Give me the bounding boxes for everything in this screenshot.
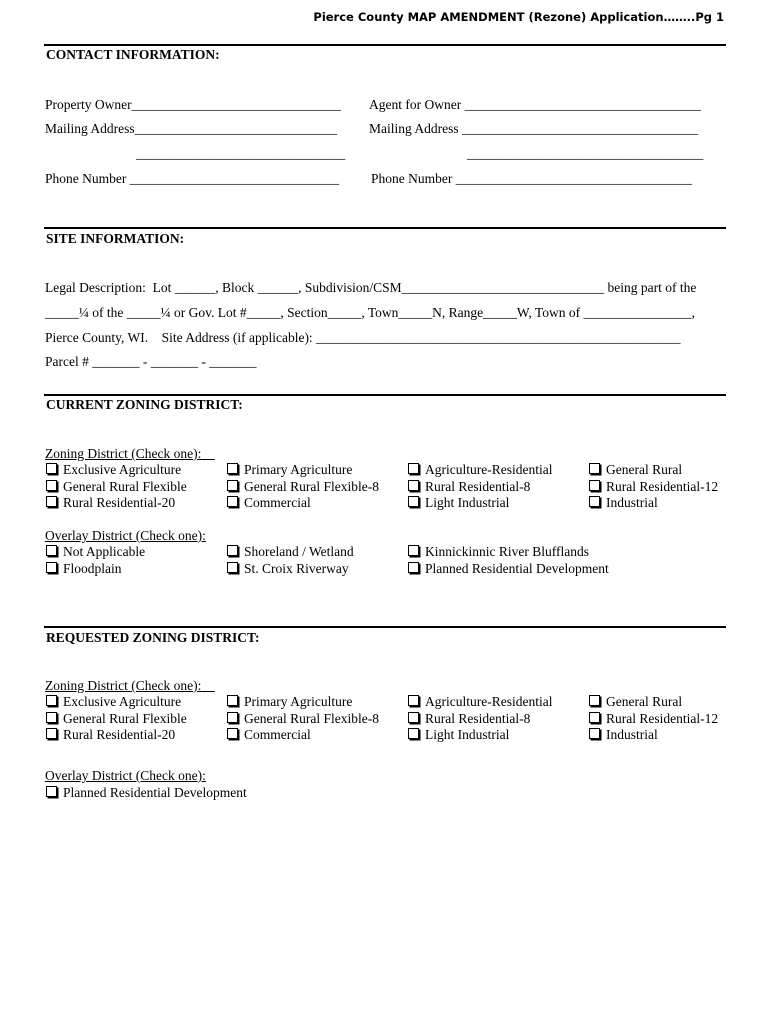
checkbox-option[interactable]	[589, 479, 718, 495]
checkbox-option[interactable]	[46, 711, 187, 727]
agent-for-owner-field[interactable]: Agent for Owner ___________________________________	[369, 97, 701, 112]
checkbox-option[interactable]	[227, 544, 354, 560]
section-rule	[44, 227, 726, 229]
checkbox[interactable]	[46, 463, 57, 474]
checkbox-label: Exclusive Agriculture	[63, 462, 182, 477]
checkbox-label: Agriculture-Residential	[425, 462, 553, 477]
checkbox-option[interactable]	[589, 694, 682, 710]
checkbox[interactable]	[408, 712, 419, 723]
checkbox-option[interactable]	[227, 561, 349, 577]
checkbox[interactable]	[408, 562, 419, 573]
checkbox[interactable]	[589, 463, 600, 474]
checkbox-label: General Rural Flexible-8	[244, 478, 379, 494]
checkbox[interactable]	[46, 545, 57, 556]
checkbox-option[interactable]	[46, 694, 181, 710]
checkbox-option[interactable]	[227, 462, 352, 478]
checkbox[interactable]	[589, 480, 600, 491]
checkbox-option[interactable]	[408, 694, 552, 710]
checkbox[interactable]	[227, 712, 238, 723]
checkbox-label: Agriculture-Residential	[425, 694, 553, 709]
checkbox[interactable]	[408, 695, 419, 706]
checkbox-option[interactable]	[408, 711, 530, 727]
owner-mailing-address-field[interactable]: Mailing Address______________________________	[45, 121, 338, 136]
checkbox[interactable]	[227, 480, 238, 491]
checkbox[interactable]	[227, 463, 238, 474]
checkbox-label: Rural Residential-20	[63, 727, 176, 742]
checkbox[interactable]	[227, 545, 238, 556]
checkbox-label: Primary Agriculture	[244, 462, 353, 477]
requested-overlay-label: Overlay District (Check one):	[45, 768, 206, 783]
current-zoning-heading: CURRENT ZONING DISTRICT:	[46, 397, 243, 412]
current-zoning-label: Zoning District (Check one):	[45, 446, 202, 461]
checkbox[interactable]	[589, 712, 600, 723]
checkbox[interactable]	[227, 695, 238, 706]
agent-mailing-address-field[interactable]: Mailing Address ___________________________________	[369, 121, 699, 136]
checkbox[interactable]	[408, 545, 419, 556]
checkbox-label: Not Applicable	[63, 544, 146, 559]
checkbox-option[interactable]	[227, 479, 379, 495]
agent-mailing-address-line2[interactable]: ___________________________________	[467, 146, 704, 161]
checkbox-option[interactable]	[589, 711, 718, 727]
site-heading: SITE INFORMATION:	[46, 231, 185, 246]
checkbox[interactable]	[408, 480, 419, 491]
checkbox-option[interactable]	[46, 561, 122, 577]
checkbox-label: Commercial	[244, 495, 311, 510]
legal-description-line[interactable]: Legal Description: Lot ______, Block ______, Subdivision/CSM______________________________ being part of the	[45, 280, 697, 295]
checkbox-option[interactable]	[46, 495, 175, 511]
checkbox[interactable]	[46, 480, 57, 491]
owner-mailing-address-line2[interactable]: _______________________________	[136, 146, 346, 161]
site-address-line[interactable]: Pierce County, WI. Site Address (if applicable): ______________________________________________________	[45, 330, 681, 345]
checkbox-label: General Rural Flexible	[63, 710, 187, 726]
checkbox-option[interactable]	[227, 727, 311, 743]
checkbox-label: Floodplain	[63, 560, 122, 576]
checkbox-label: Rural Residential-20	[63, 495, 176, 510]
checkbox-option[interactable]	[46, 479, 187, 495]
checkbox[interactable]	[227, 496, 238, 507]
checkbox-option[interactable]	[408, 544, 589, 560]
checkbox[interactable]	[46, 695, 57, 706]
checkbox[interactable]	[408, 463, 419, 474]
property-owner-field[interactable]: Property Owner_______________________________	[45, 97, 341, 112]
checkbox-label: Rural Residential-8	[425, 710, 531, 726]
checkbox[interactable]	[46, 728, 57, 739]
checkbox-label: Commercial	[244, 727, 311, 742]
checkbox-label: St. Croix Riverway	[244, 560, 349, 576]
checkbox[interactable]	[589, 695, 600, 706]
checkbox[interactable]	[46, 712, 57, 723]
current-overlay-label: Overlay District (Check one):	[45, 528, 206, 543]
checkbox-option[interactable]	[46, 785, 247, 801]
agent-phone-field[interactable]: Phone Number ___________________________________	[371, 171, 692, 186]
checkbox-label: Planned Residential Development	[63, 785, 247, 800]
checkbox[interactable]	[46, 496, 57, 507]
checkbox[interactable]	[227, 728, 238, 739]
checkbox-label: General Rural Flexible	[63, 478, 187, 494]
checkbox[interactable]	[589, 496, 600, 507]
checkbox[interactable]	[408, 728, 419, 739]
checkbox-option[interactable]	[46, 544, 145, 560]
checkbox-label: Light Industrial	[425, 495, 510, 510]
checkbox-label: Rural Residential-12	[606, 478, 719, 494]
page-header-title: Pierce County MAP AMENDMENT (Rezone) Application……..Pg 1	[313, 10, 724, 24]
checkbox-label: Planned Residential Development	[425, 560, 609, 576]
checkbox-label: General Rural	[606, 462, 683, 477]
checkbox-option[interactable]	[227, 711, 379, 727]
checkbox-option[interactable]	[408, 479, 530, 495]
checkbox-option[interactable]	[589, 495, 658, 511]
checkbox-label: Kinnickinnic River Blufflands	[425, 544, 589, 559]
checkbox-option[interactable]	[408, 495, 509, 511]
section-rule	[44, 394, 726, 396]
section-rule	[44, 626, 726, 628]
checkbox-option[interactable]	[589, 727, 658, 743]
checkbox-option[interactable]	[408, 727, 509, 743]
checkbox[interactable]	[227, 562, 238, 573]
checkbox-label: Light Industrial	[425, 727, 510, 742]
checkbox-option[interactable]	[408, 561, 609, 577]
checkbox-option[interactable]	[408, 462, 552, 478]
checkbox-option[interactable]	[227, 694, 352, 710]
requested-zoning-heading: REQUESTED ZONING DISTRICT:	[46, 630, 260, 645]
requested-zoning-label: Zoning District (Check one):	[45, 678, 202, 693]
checkbox-option[interactable]	[46, 727, 175, 743]
checkbox-option[interactable]	[589, 462, 682, 478]
checkbox-label: General Rural Flexible-8	[244, 710, 379, 726]
contact-heading: CONTACT INFORMATION:	[46, 47, 220, 62]
checkbox-option[interactable]	[227, 495, 311, 511]
checkbox-label: Exclusive Agriculture	[63, 694, 182, 709]
section-rule	[44, 44, 726, 46]
legal-description-line[interactable]: _____¼ of the _____¼ or Gov. Lot #_____, Section_____, Town_____N, Range_____W, Town of ________________,	[45, 305, 695, 320]
checkbox-label: Shoreland / Wetland	[244, 544, 354, 559]
checkbox-label: Industrial	[606, 495, 658, 510]
checkbox[interactable]	[408, 496, 419, 507]
checkbox[interactable]	[46, 786, 57, 797]
parcel-number-line[interactable]: Parcel # _______ - _______ - _______	[45, 354, 257, 369]
checkbox-label: Rural Residential-8	[425, 478, 531, 494]
checkbox-label: Rural Residential-12	[606, 710, 719, 726]
checkbox-label: Primary Agriculture	[244, 694, 353, 709]
owner-phone-field[interactable]: Phone Number _______________________________	[45, 171, 339, 186]
checkbox[interactable]	[589, 728, 600, 739]
checkbox-label: Industrial	[606, 727, 658, 742]
checkbox-label: General Rural	[606, 694, 683, 709]
checkbox[interactable]	[46, 562, 57, 573]
checkbox-option[interactable]	[46, 462, 181, 478]
